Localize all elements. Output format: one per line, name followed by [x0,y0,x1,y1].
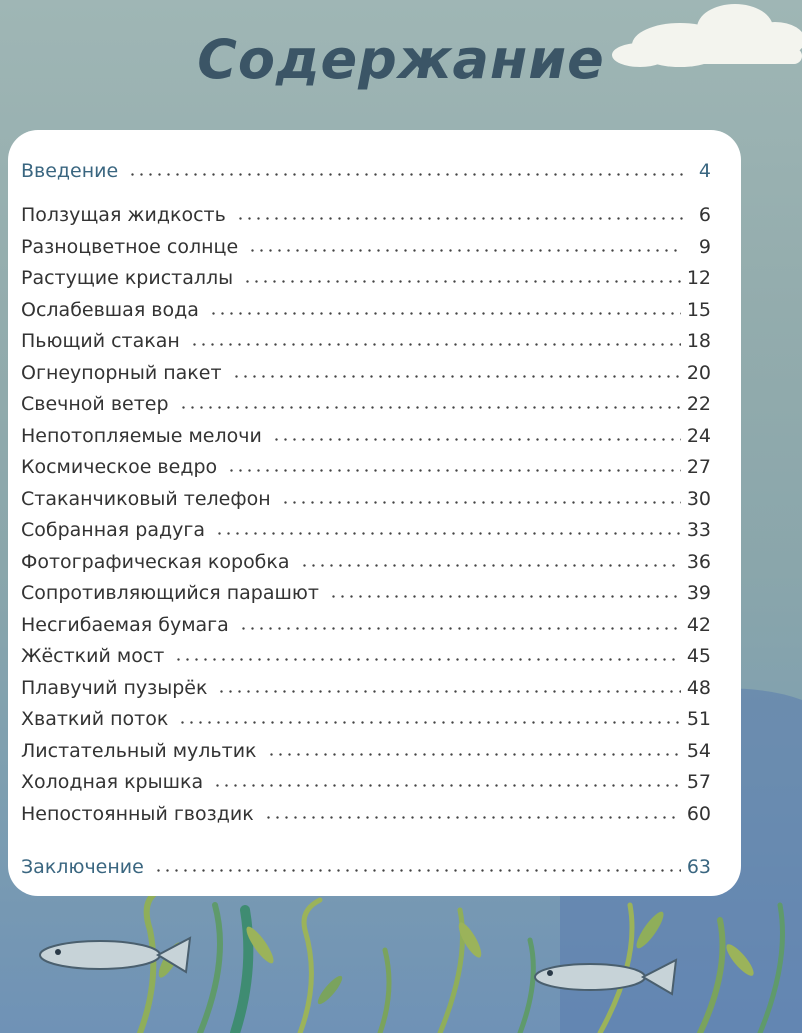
dot-leader [239,627,681,630]
toc-label: Непостоянный гвоздик [21,802,254,825]
page-number: 22 [686,393,711,415]
toc-item [21,291,711,321]
toc-label: Фотографическая коробка [21,550,290,573]
toc-item [21,669,711,699]
toc-label: Собранная радуга [21,519,205,541]
dot-leader [209,312,681,315]
toc-label: Космическое ведро [21,456,218,478]
page-number: 12 [686,267,711,289]
dot-leader [190,343,681,346]
toc-label: Ползущая жидкость [21,204,226,226]
toc-label: Стаканчиковый телефон [21,487,271,510]
dot-leader [272,438,681,441]
toc-item [21,732,711,762]
page-number: 63 [686,856,711,878]
toc-label: Несгибаемая бумага [21,613,229,636]
dot-leader [179,406,681,409]
contents-card [8,130,741,896]
toc-item [21,795,711,825]
toc-label: Растущие кристаллы [21,267,234,289]
page-number: 18 [686,330,711,352]
toc-label: Жёсткий мост [21,645,165,667]
toc-label: Сопротивляющийся парашют [21,582,319,604]
toc-item [21,228,711,258]
page-number: 24 [686,424,711,447]
toc-item [21,606,711,636]
page-number: 33 [686,519,711,541]
dot-leader [281,501,681,504]
toc-label: Холодная крышка [21,771,204,793]
toc-item [21,385,711,415]
toc-label: Разноцветное солнце [21,235,239,258]
toc-item [21,700,711,730]
page-number: 39 [686,582,711,604]
page-number: 45 [686,645,711,667]
toc-item [21,637,711,667]
dot-leader [236,217,683,220]
toc-label: Плавучий пузырёк [21,676,208,699]
dot-leader [267,753,681,756]
dot-leader [300,564,681,567]
toc-label: Ослабевшая вода [21,298,199,321]
page-number: 6 [698,204,711,226]
toc-item [21,196,711,226]
page-number: 60 [686,802,711,825]
toc-item [21,574,711,604]
toc-item [21,259,711,289]
dot-leader [232,375,681,378]
toc-label: Огнеупорный пакет [21,361,222,384]
page-number: 57 [686,771,711,793]
page-number: 9 [698,235,711,258]
page-number: 4 [698,160,711,182]
toc-label: Хваткий поток [21,708,169,730]
dot-leader [217,690,680,693]
toc-item [21,417,711,447]
toc-item [21,448,711,478]
page-number: 51 [686,708,711,730]
dot-leader [178,721,680,724]
toc-label: Введение [21,160,119,182]
dot-leader [128,173,683,176]
dot-leader [213,784,681,787]
dot-leader [215,532,681,535]
dot-leader [248,249,683,252]
page-number: 54 [686,739,711,762]
page-number: 20 [686,361,711,384]
dot-leader [227,469,681,472]
page-number: 36 [686,550,711,573]
page-number: 42 [686,613,711,636]
toc-item [21,511,711,541]
dot-leader [174,658,680,661]
toc-outro [21,848,711,878]
page-number: 48 [686,676,711,699]
page-number: 27 [686,456,711,478]
toc-label: Непотопляемые мелочи [21,424,262,447]
page-title: Содержание [197,28,605,91]
toc-item [21,354,711,384]
toc-item [21,480,711,510]
toc-label: Пьющий стакан [21,330,180,352]
page-number: 15 [686,298,711,321]
dot-leader [264,816,681,819]
page-number: 30 [686,487,711,510]
toc-item [21,322,711,352]
toc-intro [21,152,711,182]
table-of-contents [8,130,741,896]
dot-leader [329,595,681,598]
toc-label: Свечной ветер [21,393,169,415]
toc-item [21,543,711,573]
toc-item [21,763,711,793]
toc-label: Заключение [21,856,144,878]
dot-leader [243,280,681,283]
toc-label: Листательный мультик [21,739,257,762]
dot-leader [154,869,681,872]
